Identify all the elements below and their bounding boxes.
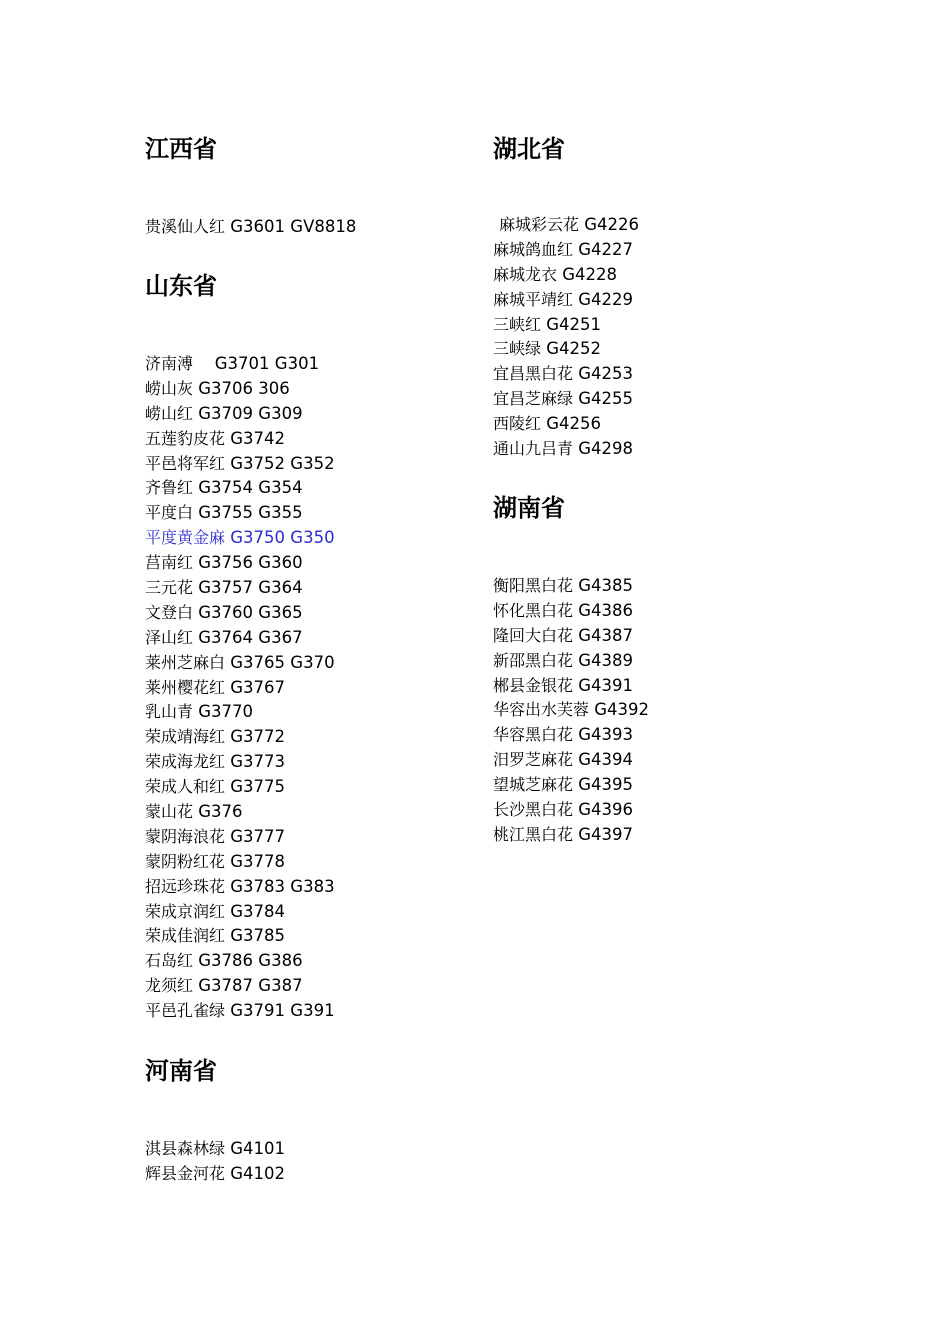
stone-name: 通山九吕青: [493, 439, 574, 459]
stone-list-item: [145, 999, 335, 1024]
stone-list-item: [493, 213, 639, 238]
stone-code: G4252: [541, 339, 602, 359]
stone-list-item: [145, 900, 335, 925]
stone-name: 华容黑白花: [493, 725, 574, 745]
stone-list-item: [493, 337, 639, 362]
stone-list-item: [145, 215, 356, 240]
stone-name: 荣成海龙红: [145, 752, 226, 772]
stone-list-item: [145, 377, 335, 402]
stone-code: G4386: [573, 600, 634, 620]
stone-list-item: [493, 674, 649, 699]
stone-name: 华容出水芙蓉: [493, 700, 590, 720]
stone-name: 莒南红: [145, 553, 194, 573]
stone-list-shandong: [145, 352, 335, 1024]
stone-code: G4392: [589, 700, 650, 720]
stone-name: 麻城鸽血红: [493, 239, 574, 259]
stone-code: G4253: [573, 364, 634, 384]
section-heading-jiangxi: 江西省: [145, 135, 217, 163]
stone-list-item: [145, 775, 335, 800]
section-heading-hubei: 湖北省: [493, 135, 565, 163]
stone-code: G4298: [573, 439, 634, 459]
stone-list-item: [145, 651, 335, 676]
stone-code: G4394: [573, 750, 634, 770]
stone-name: 隆回大白花: [493, 625, 574, 645]
stone-name: 石岛红: [145, 951, 194, 971]
stone-code: G4228: [557, 264, 618, 284]
stone-code: G3786 G386: [193, 951, 303, 971]
stone-list-item: [145, 800, 335, 825]
stone-list-item: [493, 748, 649, 773]
stone-name: 衡阳黑白花: [493, 576, 574, 595]
stone-list-item: [145, 974, 335, 999]
stone-name: 招远珍珠花: [145, 876, 226, 896]
stone-list-item: [145, 576, 335, 601]
stone-code: G3764 G367: [193, 627, 303, 647]
stone-name: 五莲豹皮花: [145, 428, 226, 448]
stone-name: 崂山红: [145, 403, 194, 423]
stone-list-item: [493, 263, 639, 288]
stone-code: G3770: [193, 702, 254, 722]
stone-list-item: [493, 288, 639, 313]
stone-list-item: [145, 1137, 285, 1162]
stone-list-henan: [145, 1137, 285, 1187]
stone-list-item: [145, 501, 335, 526]
stone-list-item: [493, 773, 649, 798]
stone-code: G3752 G352: [225, 453, 335, 473]
stone-list-item: [145, 452, 335, 477]
stone-list-item: [145, 476, 335, 501]
stone-list-item: [145, 676, 335, 701]
stone-code: G3756 G360: [193, 553, 303, 573]
stone-name: 麻城平靖红: [493, 289, 574, 309]
stone-name: 怀化黑白花: [493, 600, 574, 620]
stone-name: 泽山红: [145, 627, 194, 647]
stone-code: G4101: [225, 1139, 286, 1158]
stone-code: G3701 G301: [193, 354, 320, 373]
stone-list-item: [145, 949, 335, 974]
stone-list-item: [145, 825, 335, 850]
stone-name: 龙须红: [145, 976, 194, 996]
stone-name: 文登白: [145, 602, 194, 622]
stone-name: 三元花: [145, 578, 194, 598]
stone-list-item: [145, 875, 335, 900]
stone-name: 麻城龙衣: [493, 264, 558, 284]
stone-name: 宜昌黑白花: [493, 364, 574, 384]
stone-list-item: [145, 750, 335, 775]
stone-list-item: [145, 551, 335, 576]
stone-code: G4102: [225, 1163, 286, 1183]
stone-list-jiangxi: [145, 215, 356, 240]
stone-list-item: [493, 723, 649, 748]
stone-code: G3778: [225, 851, 286, 871]
stone-code: G4227: [573, 239, 634, 259]
stone-code: G3787 G387: [193, 976, 303, 996]
stone-code: G4395: [573, 775, 634, 795]
stone-code: G3773: [225, 752, 286, 772]
stone-name: 长沙黑白花: [493, 800, 574, 820]
stone-list-item: [145, 601, 335, 626]
stone-list-item: [145, 402, 335, 427]
section-heading-henan: 河南省: [145, 1057, 217, 1085]
stone-code: G3777: [225, 826, 286, 846]
stone-name: 平度白: [145, 503, 194, 523]
stone-list-item: [145, 526, 335, 551]
stone-name: 桃江黑白花: [493, 824, 574, 844]
stone-name: 荣成京润红: [145, 901, 226, 921]
stone-list-item: [145, 924, 335, 949]
stone-list-item: [493, 698, 649, 723]
stone-code: G3785: [225, 926, 286, 946]
stone-name: 齐鲁红: [145, 478, 194, 498]
stone-list-item: [145, 626, 335, 651]
stone-list-item: [145, 700, 335, 725]
stone-name: 崂山灰: [145, 378, 194, 398]
stone-list-item: [145, 427, 335, 452]
stone-code: G3709 G309: [193, 403, 303, 423]
stone-code: G4389: [573, 650, 634, 670]
stone-list-item: [145, 850, 335, 875]
stone-name: 蒙山花: [145, 802, 194, 822]
stone-name: 新邵黑白花: [493, 650, 574, 670]
stone-code: G4396: [573, 800, 634, 820]
stone-list-item: [493, 823, 649, 848]
stone-code: G3750 G350: [225, 528, 335, 548]
stone-name: 济南溥: [145, 354, 194, 373]
stone-name: 宜昌芝麻绿: [493, 389, 574, 409]
stone-name: 平度黄金麻: [145, 528, 226, 548]
stone-code: G3601 GV8818: [225, 217, 357, 236]
section-heading-hunan: 湖南省: [493, 494, 565, 522]
stone-name: 三峡绿: [493, 339, 542, 359]
stone-code: G4255: [573, 389, 634, 409]
stone-name: 莱州芝麻白: [145, 652, 226, 672]
stone-code: G3765 G370: [225, 652, 335, 672]
stone-name: 乳山青: [145, 702, 194, 722]
stone-list-item: [145, 1162, 285, 1187]
stone-code: G4391: [573, 675, 634, 695]
stone-name: 蒙阴海浪花: [145, 826, 226, 846]
stone-name: 西陵红: [493, 414, 542, 434]
stone-list-item: [493, 798, 649, 823]
stone-list-item: [493, 412, 639, 437]
stone-list-item: [493, 599, 649, 624]
stone-code: G4387: [573, 625, 634, 645]
stone-code: G3791 G391: [225, 1001, 335, 1021]
stone-code: G3754 G354: [193, 478, 303, 498]
stone-code: G3706 306: [193, 378, 290, 398]
stone-code: G3755 G355: [193, 503, 303, 523]
stone-code: G3784: [225, 901, 286, 921]
stone-list-item: [493, 362, 639, 387]
stone-list-item: [493, 387, 639, 412]
stone-list-item: [493, 649, 649, 674]
stone-name: 荣成人和红: [145, 777, 226, 797]
stone-name: 辉县金河花: [145, 1163, 226, 1183]
stone-code: G3760 G365: [193, 602, 303, 622]
stone-name: 望城芝麻花: [493, 775, 574, 795]
stone-code: G3757 G364: [193, 578, 303, 598]
stone-name: 汨罗芝麻花: [493, 750, 574, 770]
stone-code: G4385: [573, 576, 634, 595]
stone-name: 淇县森林绿: [145, 1139, 226, 1158]
stone-list-item: [493, 238, 639, 263]
stone-code: G376: [193, 802, 243, 822]
stone-name: 郴县金银花: [493, 675, 574, 695]
stone-name: 平邑孔雀绿: [145, 1001, 226, 1021]
stone-list-item: [493, 624, 649, 649]
stone-code: G3772: [225, 727, 286, 747]
stone-list-item: [493, 574, 649, 599]
stone-name: 莱州樱花红: [145, 677, 226, 697]
stone-name: 蒙阴粉红花: [145, 851, 226, 871]
stone-code: G3767: [225, 677, 286, 697]
stone-code: G3783 G383: [225, 876, 335, 896]
stone-list-item: [145, 725, 335, 750]
stone-code: G4226: [579, 215, 640, 234]
stone-name: 荣成靖海红: [145, 727, 226, 747]
stone-code: G4397: [573, 824, 634, 844]
stone-name: 贵溪仙人红: [145, 217, 226, 236]
stone-name: 麻城彩云花: [499, 215, 580, 234]
stone-name: 荣成佳润红: [145, 926, 226, 946]
stone-list-hubei: [493, 213, 639, 462]
stone-code: G4251: [541, 314, 602, 334]
section-heading-shandong: 山东省: [145, 272, 217, 300]
stone-list-item: [145, 352, 335, 377]
stone-code: G4229: [573, 289, 634, 309]
stone-name: 平邑将军红: [145, 453, 226, 473]
stone-list-hunan: [493, 574, 649, 848]
stone-list-item: [493, 313, 639, 338]
stone-list-item: [493, 437, 639, 462]
stone-code: G4256: [541, 414, 602, 434]
stone-code: G3775: [225, 777, 286, 797]
stone-code: G4393: [573, 725, 634, 745]
stone-code: G3742: [225, 428, 286, 448]
stone-name: 三峡红: [493, 314, 542, 334]
